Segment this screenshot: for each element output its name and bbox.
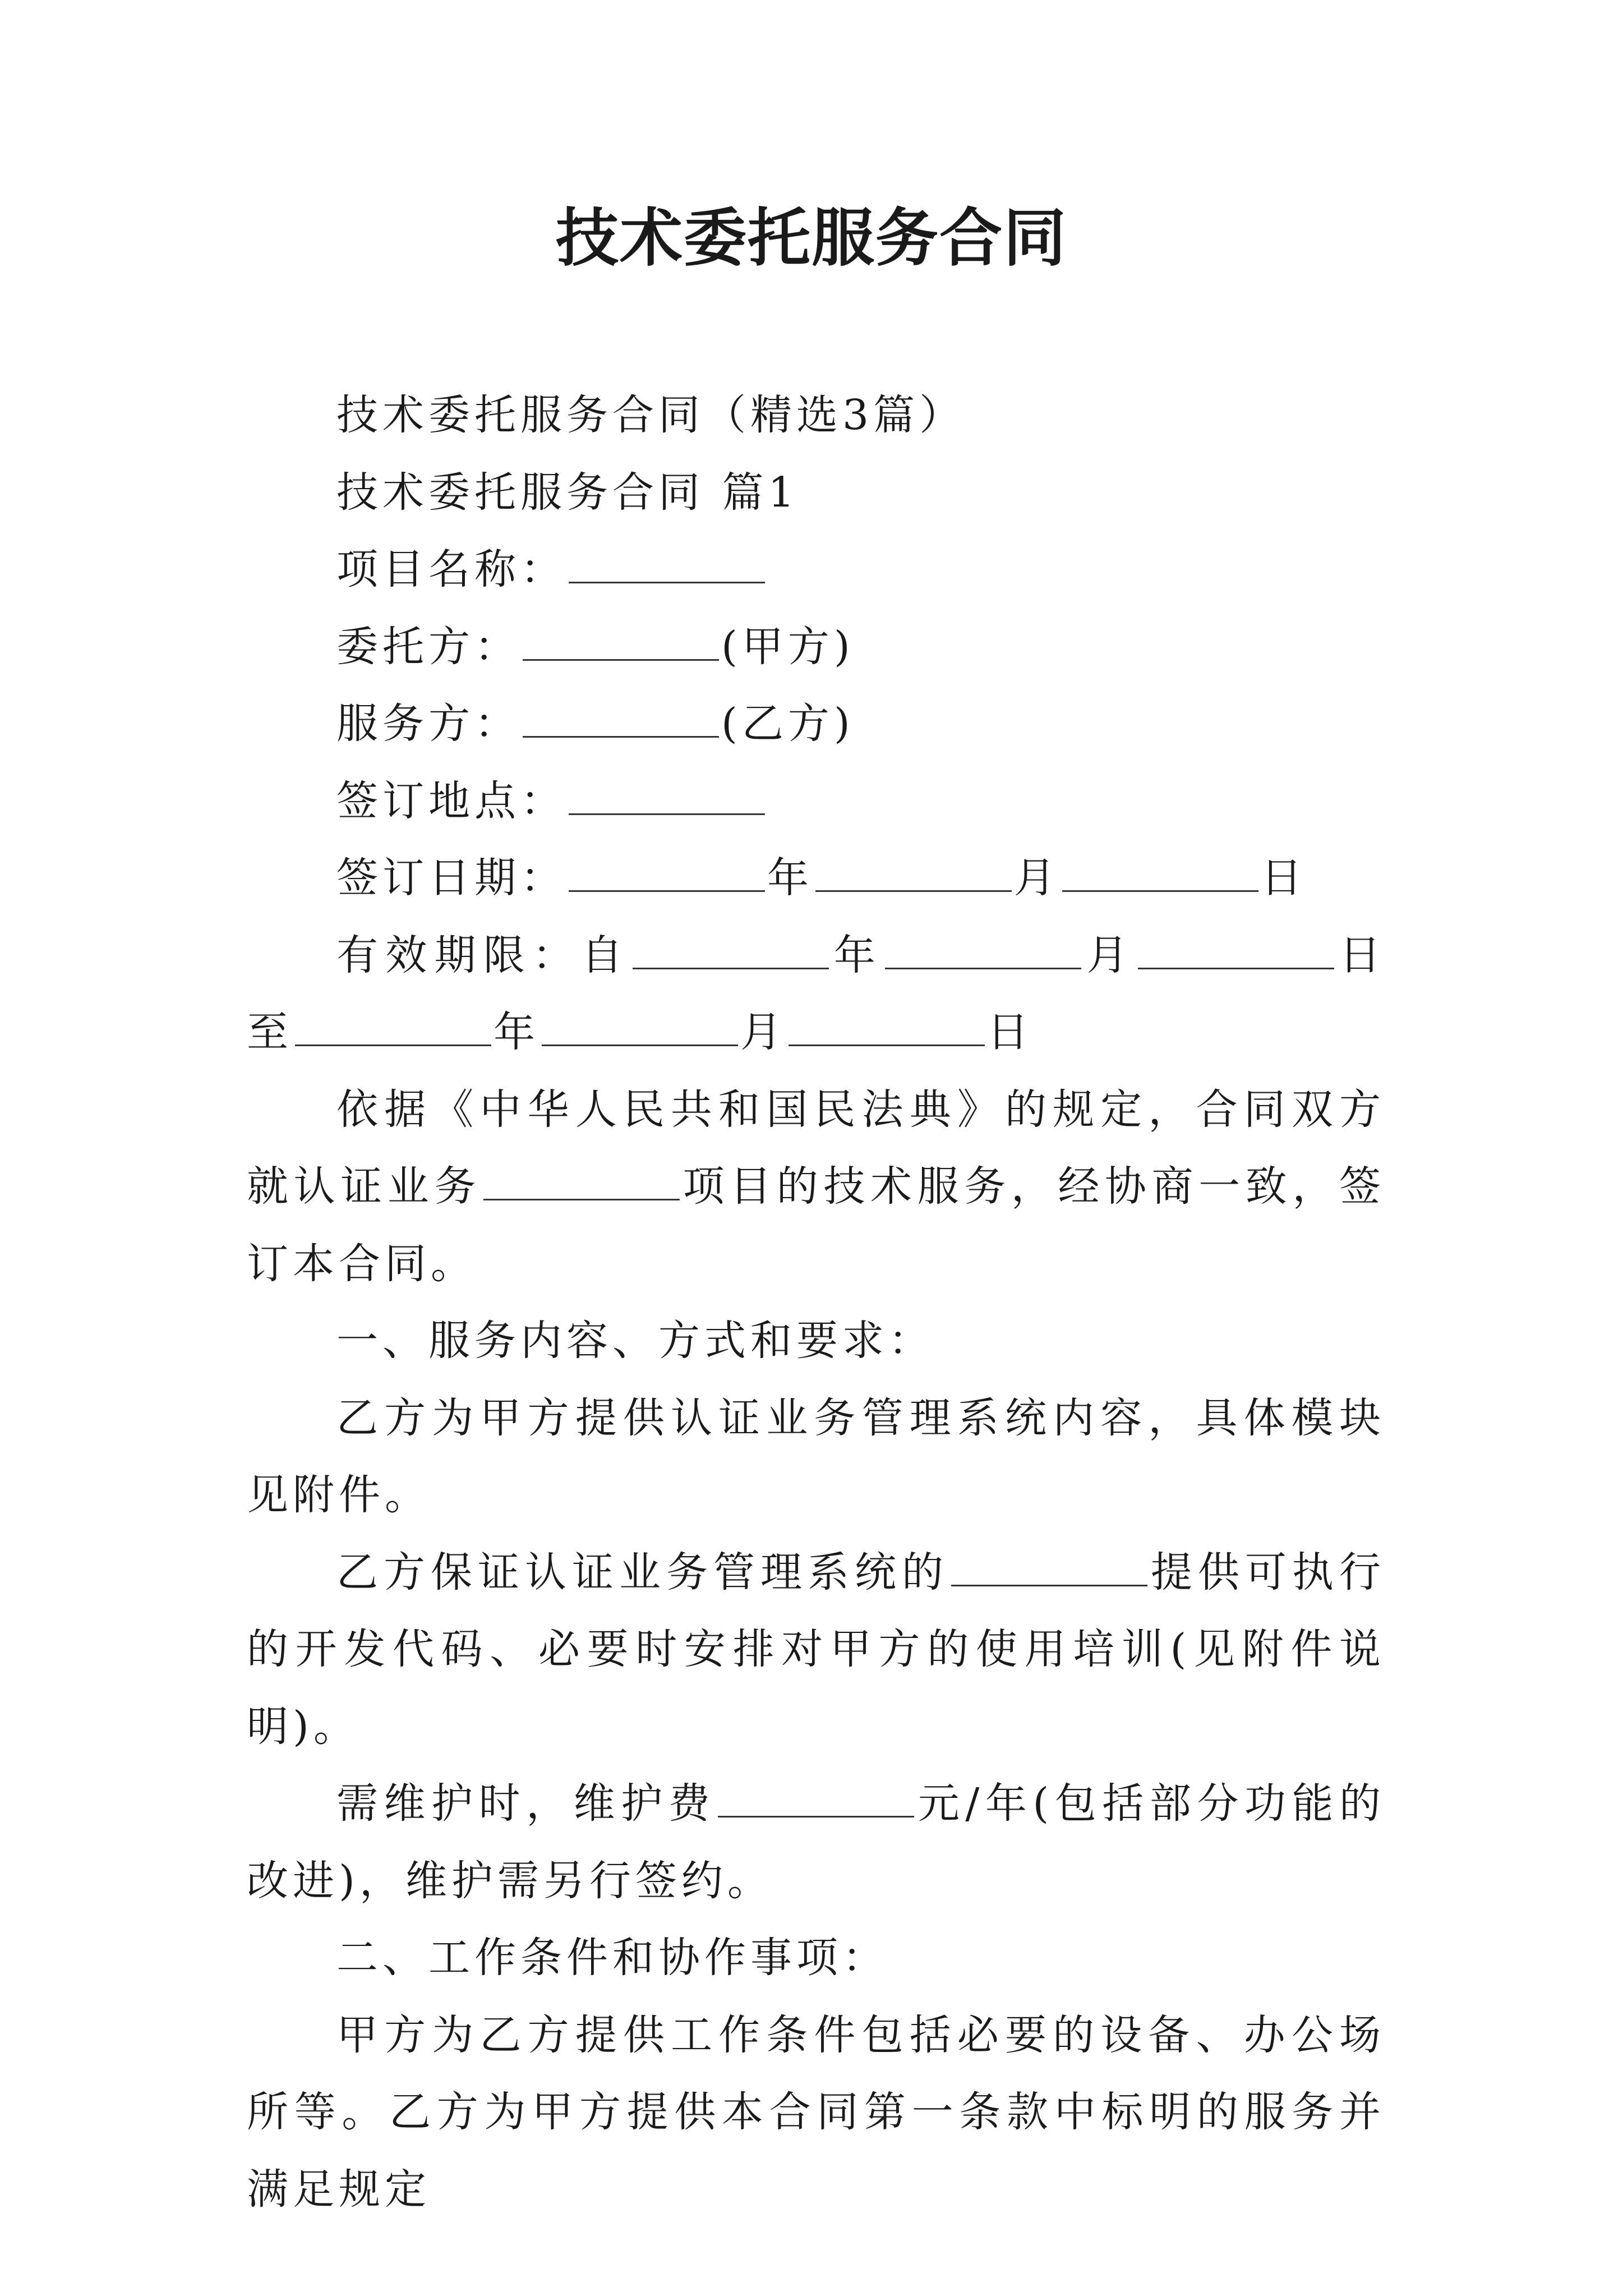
end-day-blank (789, 1005, 985, 1046)
client-line (247, 609, 1385, 686)
start-day-blank (1138, 928, 1334, 969)
basis-paragraph (247, 1071, 1385, 1303)
day-blank (1062, 851, 1258, 892)
end-year-blank (295, 1005, 491, 1046)
s1-p2-text-a: 乙方保证认证业务管理系统的 (336, 1548, 949, 1596)
start-year-blank (633, 928, 829, 969)
day-text: 日 (1261, 854, 1307, 902)
section-1-paragraph-2 (247, 1534, 1385, 1766)
day-to-text: 日至 (247, 931, 1386, 1056)
validity-label: 有效期限：自 (336, 931, 630, 979)
s1-p3-text-b: 元/年(包括部分功能的改进)，维护需另行签约。 (247, 1779, 1385, 1905)
business-blank (483, 1159, 680, 1200)
end-month-blank (542, 1005, 738, 1046)
end-month-text: 月 (740, 1008, 786, 1056)
section-1-paragraph-3 (247, 1765, 1385, 1920)
section-2-heading: 二、工作条件和协作事项： (336, 1934, 888, 1982)
document-body (247, 377, 1385, 2228)
signing-place-line (247, 763, 1385, 840)
basis-text-b: 项目的技术服务，经协商一致，签订本合同。 (247, 1162, 1385, 1288)
client-suffix: (甲方) (721, 622, 855, 671)
month-text: 月 (1014, 854, 1060, 902)
client-label: 委托方： (336, 622, 520, 671)
project-name-label: 项目名称： (336, 545, 566, 593)
provider-blank (523, 697, 719, 738)
project-name-blank (569, 542, 765, 583)
section-1-paragraph-1: 乙方为甲方提供认证业务管理系统内容，具体模块见附件。 (247, 1393, 1385, 1519)
signing-date-line (247, 840, 1385, 917)
start-month-text: 月 (1083, 931, 1136, 979)
section-1-heading: 一、服务内容、方式和要求： (336, 1317, 934, 1365)
project-name-line (247, 531, 1385, 609)
signing-place-label: 签订地点： (336, 776, 566, 825)
signing-date-label: 签订日期： (336, 854, 566, 902)
provider-label: 服务方： (336, 700, 520, 748)
provider-line (247, 685, 1385, 763)
subtitle-line: 技术委托服务合同（精选3篇） (336, 391, 966, 439)
s1-p2-text-b: 提供可执行的开发代码、必要时安排对甲方的使用培训(见附件说明)。 (247, 1548, 1385, 1751)
system-blank (951, 1545, 1147, 1586)
s1-p3-text-a: 需维护时，维护费 (336, 1779, 716, 1828)
provider-suffix: (乙方) (721, 700, 855, 748)
section-2-paragraph-1: 甲方为乙方提供工作条件包括必要的设备、办公场所等。乙方为甲方提供本合同第一条款中标明的服务并满足规定 (247, 2010, 1385, 2214)
year-text: 年 (767, 854, 813, 902)
month-blank (815, 851, 1012, 892)
end-day-text: 日 (987, 1008, 1033, 1056)
basis-text-a: 依据《中华人民共和国民法典》的规定，合同双方就认证业务 (247, 1085, 1385, 1211)
start-year-text: 年 (831, 931, 883, 979)
document-title: 技术委托服务合同 (556, 201, 1067, 275)
client-blank (523, 620, 719, 661)
fee-blank (718, 1777, 914, 1818)
start-month-blank (885, 928, 1081, 969)
validity-line (247, 917, 1385, 1071)
year-blank (569, 851, 765, 892)
chapter-heading: 技术委托服务合同 篇1 (336, 468, 799, 517)
end-year-text: 年 (494, 1008, 540, 1056)
signing-place-blank (569, 774, 765, 815)
